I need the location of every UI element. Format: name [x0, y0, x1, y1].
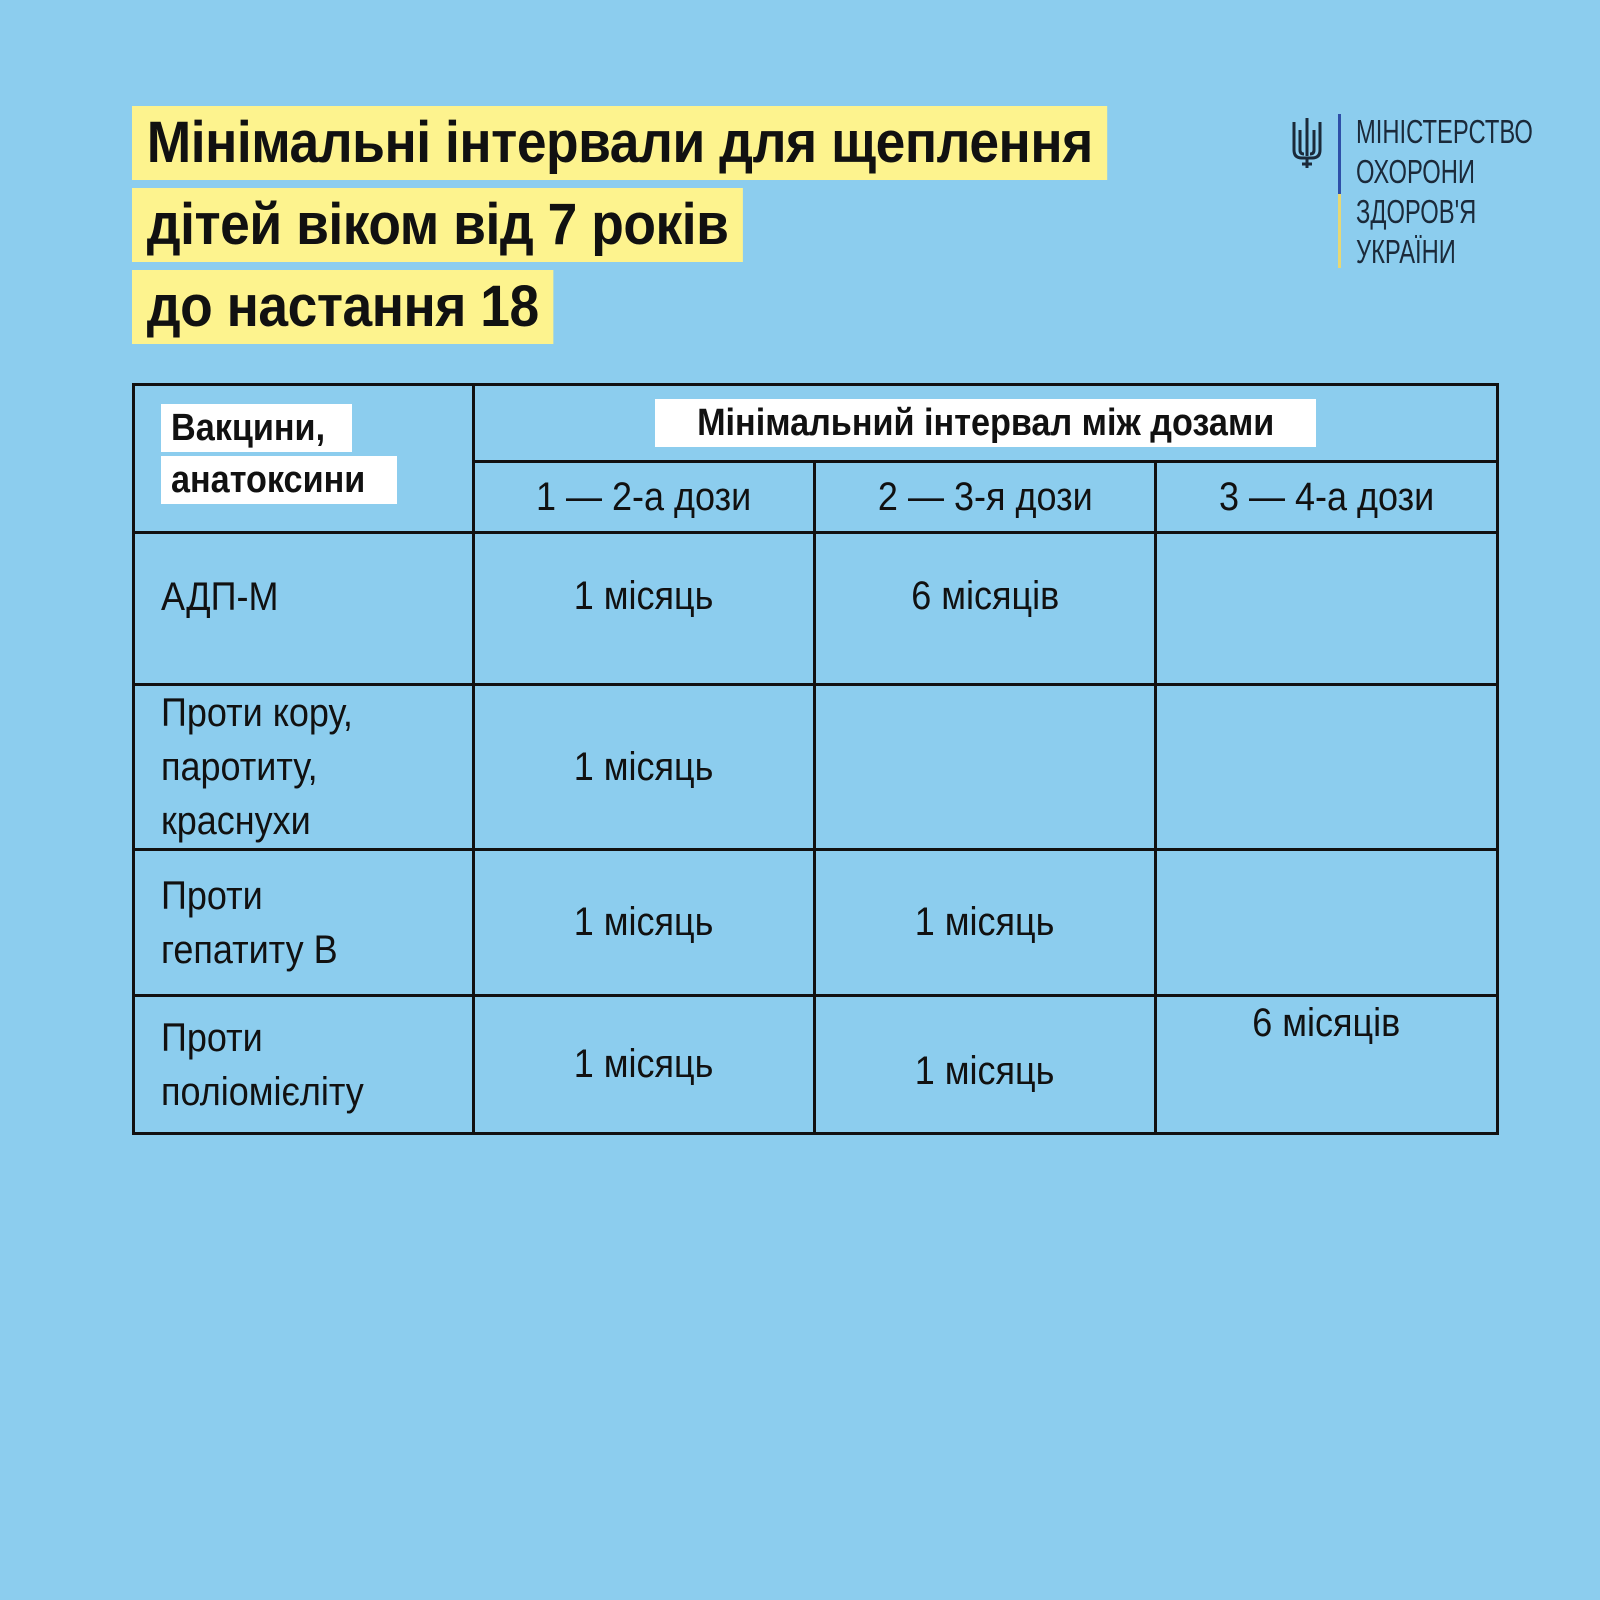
- logo-line-3: ЗДОРОВ'Я: [1356, 193, 1477, 230]
- table-row: [134, 685, 1498, 850]
- dose-column-header-2: 2 — 3-я дози: [815, 462, 1156, 533]
- vaccine-header-line-1: Вакцини,: [161, 404, 352, 452]
- vaccine-name: АДП-М: [134, 533, 474, 685]
- interval-cell: 1 місяць: [474, 685, 815, 850]
- title-line-2: дітей віком від 7 років: [132, 188, 743, 262]
- interval-cell: 1 місяць: [474, 996, 815, 1134]
- table-row: [134, 533, 1498, 685]
- logo-line-2: ОХОРОНИ: [1356, 153, 1476, 190]
- vaccine-name: Проти гепатиту В: [134, 850, 474, 996]
- logo-text: [1356, 112, 1533, 272]
- interval-cell: 1 місяць: [474, 850, 815, 996]
- table-row: [134, 996, 1498, 1134]
- title-line-3: до настання 18: [132, 270, 553, 344]
- ministry-logo: [1290, 112, 1533, 272]
- logo-divider-blue: [1338, 114, 1341, 194]
- interval-cell: 1 місяць: [815, 996, 1156, 1134]
- interval-cell: 6 місяців: [815, 533, 1156, 685]
- logo-divider-yellow: [1338, 194, 1341, 268]
- interval-cell: 6 місяців: [1156, 996, 1498, 1134]
- interval-cell: 1 місяць: [815, 850, 1156, 996]
- interval-cell: [1156, 850, 1498, 996]
- vaccine-column-header: [134, 385, 474, 533]
- table-row: [134, 850, 1498, 996]
- interval-cell: [815, 685, 1156, 850]
- page-title: [132, 106, 1192, 352]
- interval-cell: [1156, 533, 1498, 685]
- interval-cell: 1 місяць: [474, 533, 815, 685]
- vaccine-name: Проти поліомієліту: [134, 996, 474, 1134]
- trident-coat-of-arms-icon: [1290, 116, 1324, 172]
- title-line-1: Мінімальні інтервали для щеплення: [132, 106, 1108, 180]
- logo-line-4: УКРАЇНИ: [1356, 233, 1456, 270]
- logo-line-1: МІНІСТЕРСТВО: [1356, 113, 1533, 150]
- vaccine-header-line-2: анатоксини: [161, 456, 397, 504]
- interval-header: Мінімальний інтервал між дозами: [474, 385, 1498, 462]
- dose-column-header-3: 3 — 4-а дози: [1156, 462, 1498, 533]
- interval-cell: [1156, 685, 1498, 850]
- vaccine-name: Проти кору, паротиту, краснухи: [134, 685, 474, 850]
- dose-column-header-1: 1 — 2-а дози: [474, 462, 815, 533]
- vaccination-intervals-table: [132, 383, 1499, 1135]
